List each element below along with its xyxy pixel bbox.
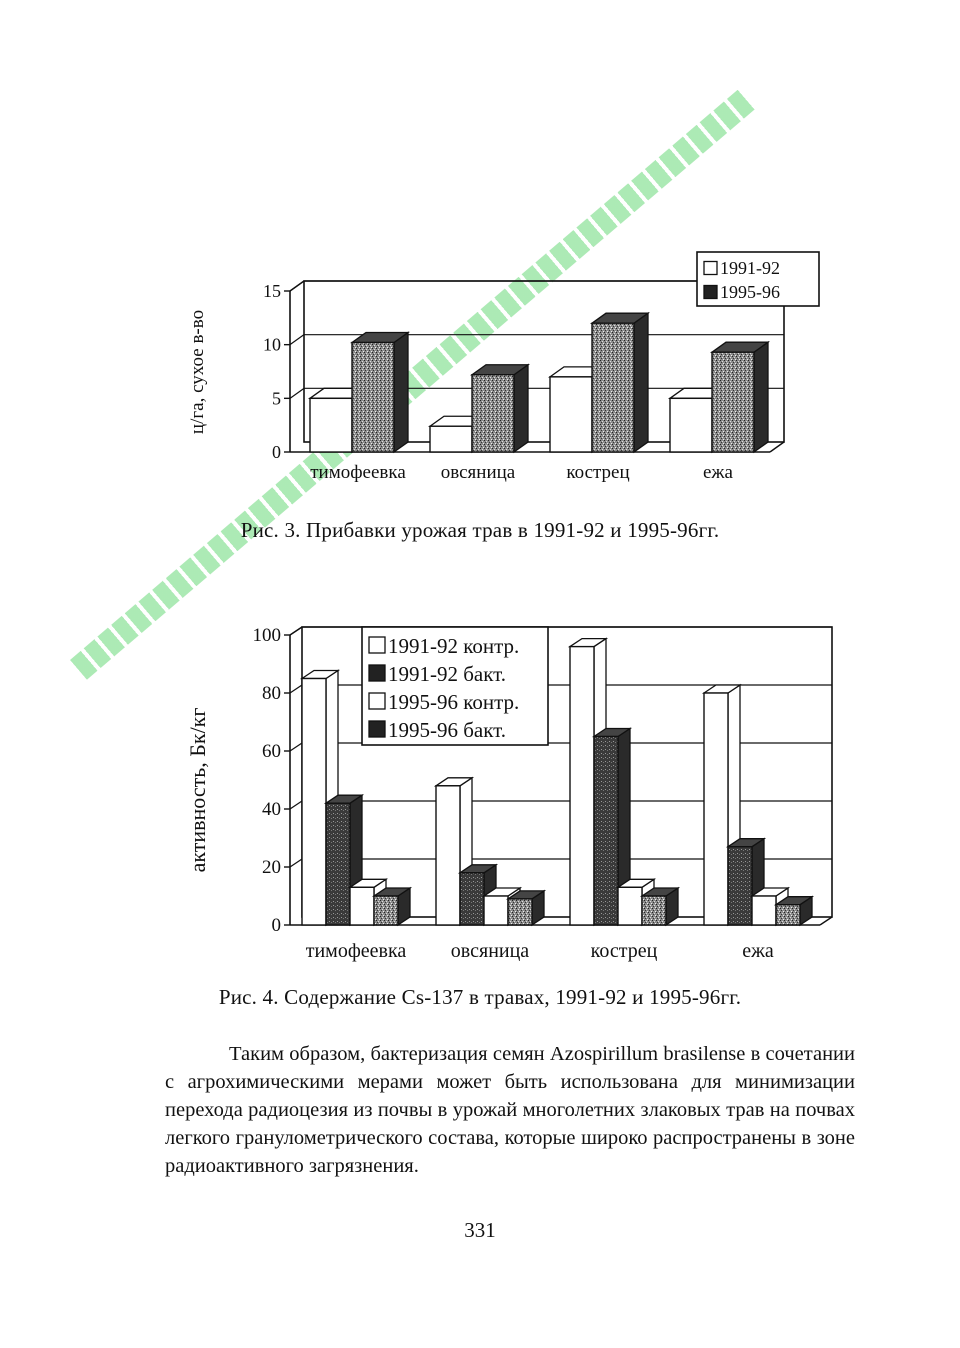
- y-tick-label: 100: [252, 625, 281, 646]
- y-tick-label: 10: [263, 334, 281, 355]
- y-tick-label: 5: [272, 388, 281, 409]
- bar-1-1995-96-кострец: [592, 313, 648, 452]
- bar-front: [776, 905, 800, 925]
- bar-2-1995-96-бакт.-овсяница: [508, 891, 544, 925]
- bar-2-1995-96-бакт.-кострец: [642, 888, 678, 925]
- y-tick-label: 60: [262, 741, 281, 762]
- bar-front: [326, 803, 350, 925]
- legend-label: 1995-96 бакт.: [388, 718, 507, 742]
- floor-edge: [820, 917, 832, 925]
- bar-front: [350, 887, 374, 925]
- legend-swatch: [369, 693, 385, 709]
- bar-front: [704, 693, 728, 925]
- bar-front: [670, 398, 712, 452]
- x-category-label: овсяница: [440, 462, 516, 483]
- gridline-diagonal: [290, 335, 304, 345]
- bar-front: [436, 786, 460, 925]
- x-category-label: кострец: [590, 940, 658, 962]
- x-category-label: кострец: [566, 462, 630, 483]
- y-tick-label: 20: [262, 857, 281, 878]
- bar-2-1995-96-бакт.-ежа: [776, 897, 812, 925]
- bar-1-1995-96-тимофеевка: [352, 333, 408, 452]
- gridline-diagonal: [290, 743, 302, 751]
- y-axis-top-edge: [290, 627, 302, 635]
- legend-swatch: [369, 721, 385, 737]
- legend-swatch: [369, 637, 385, 653]
- body-paragraph: [165, 1040, 855, 1180]
- bar-front: [374, 896, 398, 925]
- bar-front: [728, 847, 752, 925]
- figure-4-caption: Рис. 4. Содержание Cs-137 в травах, 1991-92 и 1995-96гг.: [218, 985, 742, 1009]
- y-tick-label: 15: [263, 281, 281, 301]
- gridline-diagonal: [290, 388, 304, 398]
- bar-side: [754, 342, 768, 452]
- bar-front: [618, 887, 642, 925]
- bar-front: [472, 375, 514, 452]
- bar-front: [570, 647, 594, 925]
- legend-label: 1991-92 контр.: [388, 634, 520, 658]
- bar-front: [430, 426, 472, 452]
- bar-front: [460, 873, 484, 925]
- legend-swatch: [369, 665, 385, 681]
- bar-front: [508, 899, 532, 925]
- bar-1-1995-96-ежа: [712, 342, 768, 452]
- bar-2-1995-96-бакт.-тимофеевка: [374, 888, 410, 925]
- gridline-diagonal: [290, 801, 302, 809]
- y-tick-label: 0: [271, 915, 281, 936]
- x-category-label: тимофеевка: [310, 462, 406, 483]
- bar-front: [592, 323, 634, 452]
- x-category-label: ежа: [703, 462, 733, 483]
- legend-label: 1991-92: [720, 258, 780, 278]
- legend-label: 1995-96: [720, 282, 780, 302]
- gridline-diagonal: [290, 685, 302, 693]
- bar-front: [352, 343, 394, 452]
- bar-1-1995-96-овсяница: [472, 365, 528, 452]
- bar-side: [634, 313, 648, 452]
- bar-front: [642, 896, 666, 925]
- bar-front: [712, 352, 754, 452]
- y-axis-top-edge: [290, 281, 304, 291]
- x-category-label: овсяница: [450, 940, 530, 962]
- figure-3-caption: Рис. 3. Прибавки урожая трав в 1991-92 и 1995-96гг.: [240, 518, 720, 542]
- legend-label: 1995-96 контр.: [388, 690, 520, 714]
- bar-front: [302, 679, 326, 926]
- y-tick-label: 80: [262, 683, 281, 704]
- y-tick-label: 0: [272, 442, 281, 462]
- bar-front: [310, 398, 352, 452]
- gridline-diagonal: [290, 859, 302, 867]
- legend-label: 1991-92 бакт.: [388, 662, 507, 686]
- bar-front: [550, 377, 592, 452]
- bar-front: [594, 737, 618, 926]
- bar-side: [394, 333, 408, 452]
- y-tick-label: 40: [262, 799, 281, 820]
- page-number: 331: [464, 1218, 496, 1242]
- bar-side: [514, 365, 528, 452]
- bar-front: [752, 896, 776, 925]
- y-axis-label: ц/га, сухое в-во: [187, 309, 208, 435]
- x-category-label: ежа: [742, 940, 774, 962]
- bar-front: [484, 896, 508, 925]
- paragraph-text: Таким образом, бактеризация семян Azospirillum brasilense в сочетании с агрохимическими мерами может быть использована для минимизации перехода радиоцезия из почвы в урожай многолетних злаковых трав на почвах легкого гранулометрического состава, которые широко распространены в зоне радиоактивного загрязнения.: [165, 1043, 855, 1177]
- y-axis-label: активность, Бк/кг: [185, 707, 210, 873]
- x-category-label: тимофеевка: [305, 940, 407, 962]
- legend-swatch: [704, 262, 717, 275]
- legend-swatch: [704, 286, 717, 299]
- floor-edge: [770, 442, 784, 452]
